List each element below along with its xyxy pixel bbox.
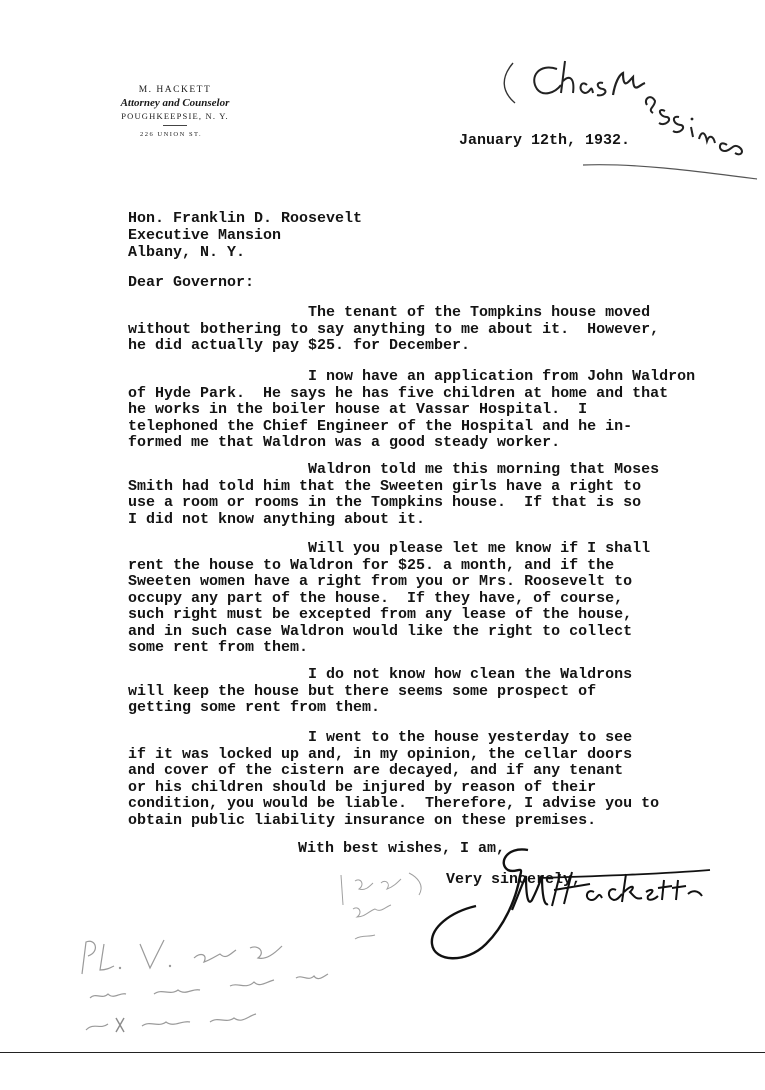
letterhead-divider (163, 125, 187, 126)
body-line: Will you please let me know if I shall (128, 540, 651, 557)
paragraph-3 (128, 462, 728, 528)
paragraph-1 (128, 305, 728, 355)
body-line: he did actually pay $25. for December. (128, 337, 471, 354)
addressee-block (128, 210, 362, 261)
body-line: I do not know how clean the Waldrons (128, 666, 633, 683)
addressee-line: Albany, N. Y. (128, 244, 246, 261)
pencil-notes-bottom (70, 930, 340, 1040)
body-line: he works in the boiler house at Vassar Hospital. I (128, 401, 588, 418)
body-line: if it was locked up and, in my opinion, the cellar doors (128, 745, 633, 763)
letterhead-name: M. HACKETT (138, 85, 212, 95)
body-line: Sweeten women have a right from you or Mrs. Roosevelt to (128, 573, 633, 590)
salutation: Dear Governor: (128, 274, 255, 291)
paragraph-4 (128, 541, 728, 657)
body-line: such right must be excepted from any lease of the house, (128, 606, 633, 623)
body-line: of Hyde Park. He says he has five children at home and that (128, 384, 669, 402)
page-bottom-rule (0, 1052, 765, 1053)
body-line: condition, you would be liable. Therefore, I advise you to (128, 795, 660, 812)
handwritten-annotation-top (495, 55, 760, 185)
body-line: getting some rent from them. (128, 699, 381, 716)
addressee-line: Executive Mansion (128, 227, 282, 244)
letterhead (100, 85, 250, 138)
addressee-line: Hon. Franklin D. Roosevelt (128, 210, 363, 227)
letterhead-address: 226 UNION ST. (140, 131, 203, 138)
body-line: obtain public liability insurance on these premises. (128, 811, 597, 829)
paragraph-6 (128, 730, 728, 829)
body-line: occupy any part of the house. If they have, of course, (128, 589, 624, 607)
body-line: and in such case Waldron would like the right to collect (128, 622, 633, 640)
body-line: will keep the house but there seems some prospect of (128, 682, 597, 700)
letterhead-title: Attorney and Counselor (120, 97, 230, 109)
body-line: without bothering to say anything to me about it. However, (128, 320, 660, 338)
body-line: I did not know anything about it. (128, 510, 426, 528)
paragraph-5 (128, 667, 728, 717)
body-line: or his children should be injured by reason of their (128, 778, 597, 796)
letterhead-city: POUGHKEEPSIE, N. Y. (121, 111, 229, 121)
body-line: I now have an application from John Waldron (128, 368, 696, 385)
signoff-line: Very sincerely, (446, 871, 582, 888)
signature (420, 840, 720, 970)
body-line: and cover of the cistern are decayed, and if any tenant (128, 762, 624, 779)
paragraph-2 (128, 369, 728, 452)
body-line: The tenant of the Tompkins house moved (128, 304, 651, 321)
body-line: use a room or rooms in the Tompkins house. If that is so (128, 494, 642, 511)
letter-date: January 12th, 1932. (459, 132, 631, 149)
body-line: Smith had told him that the Sweeten girls have a right to (128, 477, 642, 495)
body-line: telephoned the Chief Engineer of the Hospital and he in- (128, 417, 633, 435)
body-line: Waldron told me this morning that Moses (128, 461, 660, 478)
body-line: some rent from them. (128, 639, 309, 656)
body-line: I went to the house yesterday to see (128, 729, 633, 746)
body-line: formed me that Waldron was a good steady worker. (128, 434, 561, 451)
closing-line: With best wishes, I am, (298, 840, 506, 857)
body-line: rent the house to Waldron for $25. a month, and if the (128, 556, 615, 574)
pencil-notes-middle (335, 865, 445, 955)
